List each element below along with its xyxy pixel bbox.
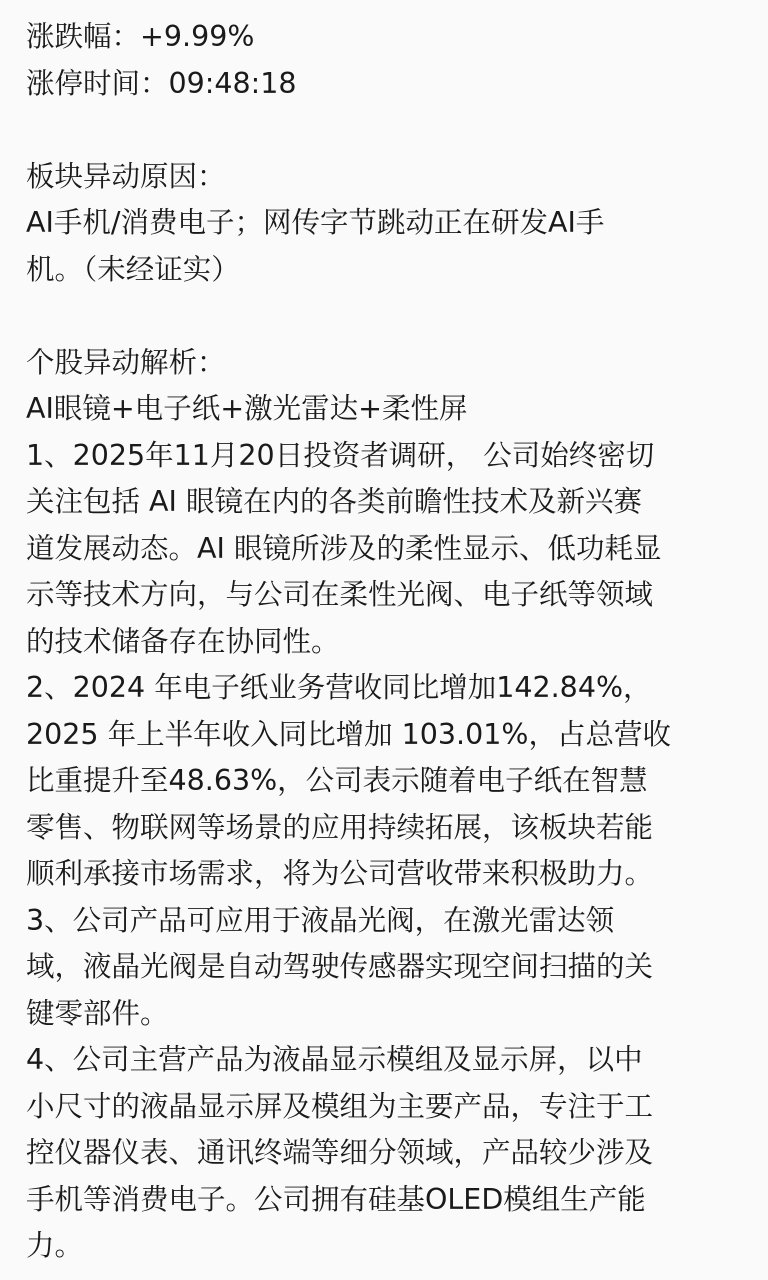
spacer <box>26 107 742 154</box>
analysis-point-line: 示等技术方向，与公司在柔性光阀、电子纸等领域 <box>26 578 654 611</box>
analysis-point-line: 3、公司产品可应用于液晶光阀，在激光雷达领 <box>26 903 615 937</box>
analysis-heading: 个股异动解析： <box>26 345 226 379</box>
limit-up-time-line: 涨停时间：09:48:18 <box>26 66 297 100</box>
analysis-point-line: 力。 <box>26 1229 84 1262</box>
analysis-point-line: 小尺寸的液晶显示屏及模组为主要产品，专注于工 <box>26 1089 654 1123</box>
analysis-point-line: 4、公司主营产品为液晶显示模组及显示屏，以中 <box>26 1043 643 1076</box>
analysis-point-line: 1、2025年11月20日投资者调研， 公司始终密切 <box>26 438 655 472</box>
analysis-point-line: 关注包括 AI 眼镜在内的各类前瞻性技术及新兴赛 <box>26 485 643 518</box>
analysis-point-line: 2、2024 年电子纸业务营收同比增加142.84%， <box>26 671 652 704</box>
analysis-point-line: 域，液晶光阀是自动驾驶传感器实现空间扫描的关 <box>26 950 654 983</box>
spacer <box>26 293 742 340</box>
analysis-point-line: 手机等消费电子。公司拥有硅基OLED模组生产能 <box>26 1182 646 1216</box>
analysis-point-line: 零售、物联网等场景的应用持续拓展，该板块若能 <box>26 810 654 844</box>
analysis-point-line: 顺利承接市场需求，将为公司营收带来积极助力。 <box>26 857 654 890</box>
sector-reason-line: AI手机/消费电子；网传字节跳动正在研发AI手 <box>26 206 605 239</box>
analysis-point-line: 比重提升至48.63%，公司表示随着电子纸在智慧 <box>26 764 648 797</box>
analysis-point-line: 2025 年上半年收入同比增加 103.01%，占总营收 <box>26 717 671 751</box>
analysis-point-line: 键零部件。 <box>26 996 169 1030</box>
analysis-point-line: 的技术储备存在协同性。 <box>26 624 340 658</box>
sector-reason-line: 机。（未经证实） <box>26 252 240 286</box>
analysis-topics: AI眼镜+电子纸+激光雷达+柔性屏 <box>26 392 468 425</box>
sector-reason-heading: 板块异动原因： <box>26 159 226 193</box>
price-change-line: 涨跌幅：+9.99% <box>26 20 255 53</box>
analysis-point-line: 控仪器仪表、通讯终端等细分领域，产品较少涉及 <box>26 1136 654 1169</box>
analysis-point-line: 道发展动态。AI 眼镜所涉及的柔性显示、低功耗显 <box>26 531 662 565</box>
